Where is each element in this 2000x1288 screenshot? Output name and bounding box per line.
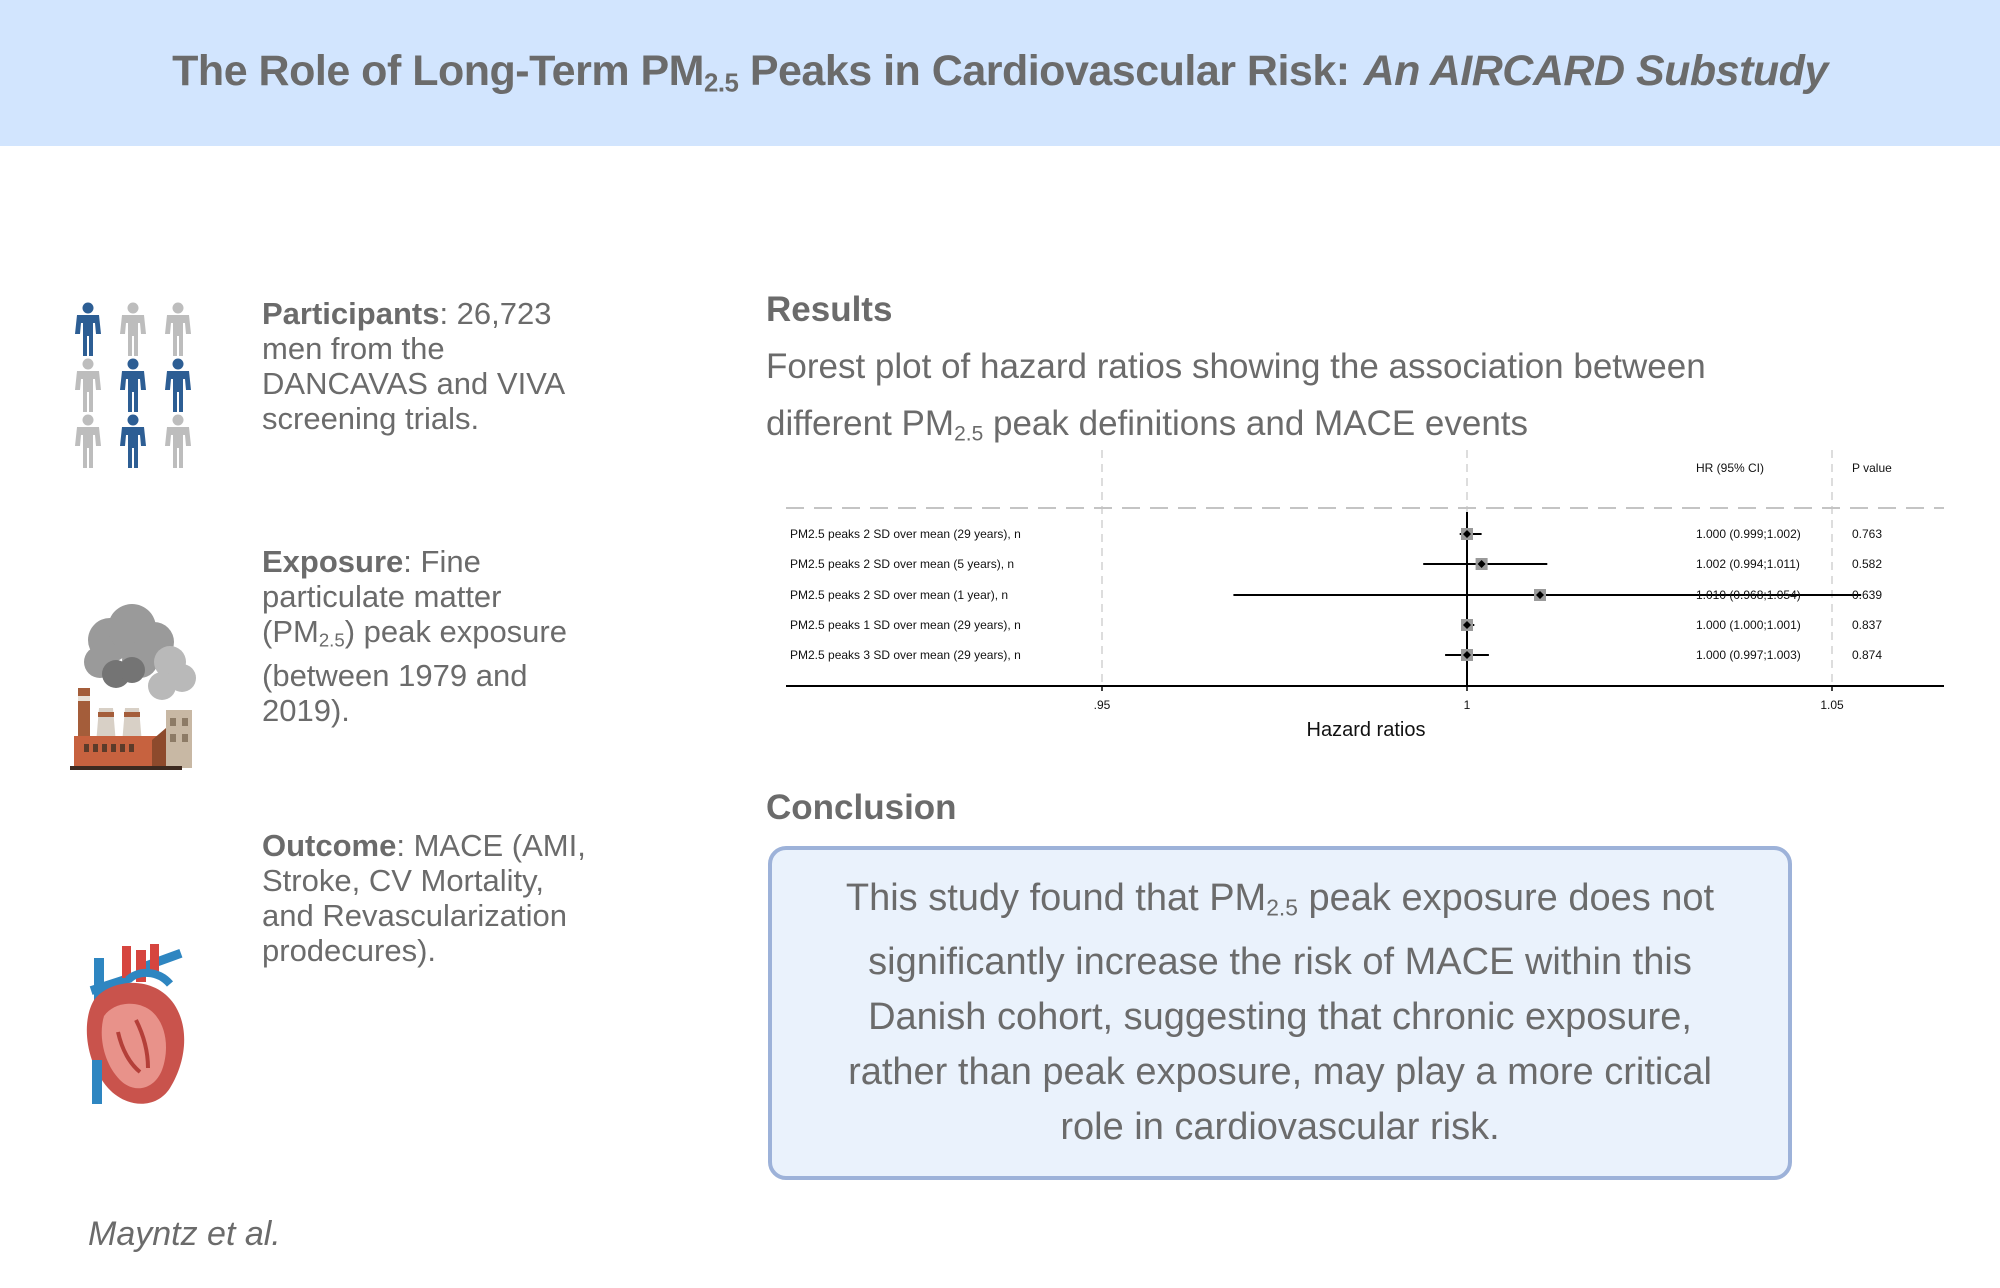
factory-pollution-icon <box>70 600 200 772</box>
row-label: PM2.5 peaks 3 SD over mean (29 years), n <box>790 648 1021 662</box>
outcome-label: Outcome <box>262 828 397 863</box>
x-tick-label: 1.05 <box>1820 698 1844 712</box>
participants-label: Participants <box>262 296 440 331</box>
x-tick-label: .95 <box>1093 698 1111 712</box>
person-icon <box>165 359 191 413</box>
conclusion-box <box>768 846 1792 1180</box>
people-group-icon <box>66 298 202 468</box>
person-icon <box>165 415 191 469</box>
results-heading: Results <box>766 290 893 329</box>
x-axis-label: Hazard ratios <box>1306 719 1426 741</box>
hr-value: 1.000 (0.997;1.003) <box>1696 648 1801 662</box>
title-prefix: The Role of Long-Term PM <box>172 47 704 96</box>
title-banner <box>0 0 2000 146</box>
row-label: PM2.5 peaks 2 SD over mean (29 years), n <box>790 527 1021 541</box>
person-icon <box>75 303 101 357</box>
exposure-text-end: ) peak exposure (between 1979 and 2019). <box>262 614 567 728</box>
row-label: PM2.5 peaks 2 SD over mean (1 year), n <box>790 588 1009 602</box>
row-label: PM2.5 peaks 2 SD over mean (5 years), n <box>790 557 1015 571</box>
p-value: 0.874 <box>1852 648 1883 662</box>
outcome-text: : MACE (AMI, Stroke, CV Mortality, and Revascularization prodecures). <box>262 828 586 968</box>
heart-anatomy-icon <box>78 940 198 1110</box>
hr-value: 1.010 (0.968;1.054) <box>1696 588 1801 602</box>
results-desc-line1: Forest plot of hazard ratios showing the association between <box>766 347 1706 386</box>
participants-block <box>262 296 602 436</box>
title-subscript: 2.5 <box>704 69 739 98</box>
exposure-text: : Fine particulate matter (PM <box>262 544 502 649</box>
p-value: 0.639 <box>1852 588 1883 602</box>
person-icon <box>120 303 146 357</box>
person-icon <box>120 359 146 413</box>
conclusion-text-end: peak exposure does not significantly increase the risk of MACE within this Danish cohort, suggesting that chronic exposure, rather than peak exposure, may play a more critical role in cardiovascular risk. <box>848 876 1715 1149</box>
x-tick-label: 1 <box>1463 698 1471 712</box>
authors: Mayntz et al. <box>88 1215 281 1253</box>
title-italic: An AIRCARD Substudy <box>1363 47 1828 96</box>
hr-value: 1.000 (1.000;1.001) <box>1696 618 1801 632</box>
results-desc-suffix: peak definitions and MACE events <box>983 404 1529 443</box>
p-value: 0.763 <box>1852 527 1883 541</box>
results-desc-subscript: 2.5 <box>954 422 984 446</box>
row-label: PM2.5 peaks 1 SD over mean (29 years), n <box>790 618 1021 632</box>
hr-value: 1.002 (0.994;1.011) <box>1696 557 1800 571</box>
conclusion-heading: Conclusion <box>766 788 957 827</box>
results-description <box>766 338 1766 462</box>
exposure-subscript: 2.5 <box>318 629 345 651</box>
person-icon <box>75 359 101 413</box>
conclusion-text-start: This study found that PM <box>845 876 1267 919</box>
outcome-block <box>262 828 602 968</box>
hr-column-header: HR (95% CI) <box>1696 461 1765 475</box>
participants-text: : 26,723 men from the DANCAVAS and VIVA screening trials. <box>262 296 564 436</box>
p-column-header: P value <box>1852 461 1892 475</box>
exposure-label: Exposure <box>262 544 404 579</box>
conclusion-text <box>832 871 1728 1156</box>
person-icon <box>75 415 101 469</box>
p-value: 0.582 <box>1852 557 1883 571</box>
conclusion-subscript: 2.5 <box>1266 894 1298 921</box>
exposure-block <box>262 544 602 728</box>
forest-plot <box>766 446 1946 756</box>
p-value: 0.837 <box>1852 618 1883 632</box>
title-suffix: Peaks in Cardiovascular Risk: <box>738 47 1350 96</box>
page-title <box>172 47 1828 98</box>
hr-value: 1.000 (0.999;1.002) <box>1696 527 1801 541</box>
results-desc-prefix: different PM <box>766 404 955 443</box>
person-icon <box>165 303 191 357</box>
person-icon <box>120 415 146 469</box>
